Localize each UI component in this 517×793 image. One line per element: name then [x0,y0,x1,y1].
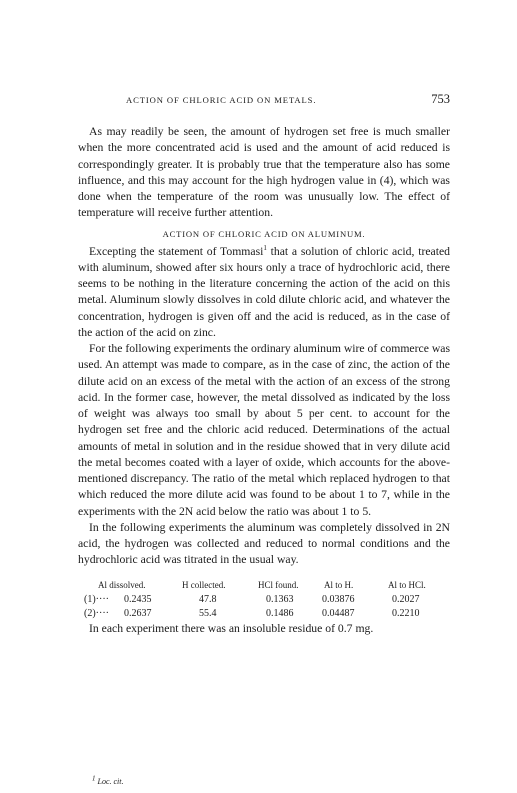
table-cell: 0.2027 [392,593,420,605]
table-header: Al to H. [324,579,354,590]
row-label: (1)···· [84,593,109,605]
footnote [92,774,124,786]
table-header-row [78,579,450,593]
tommasi-text-start: Excepting the statement of Tommasi [89,244,264,258]
table-cell: 0.2637 [124,607,152,619]
table-cell: 0.2210 [392,607,420,619]
footnote-ref: 1 [263,243,267,252]
paragraph-tommasi [78,244,450,342]
table-cell: 0.2435 [124,593,152,605]
table-row [78,593,450,607]
table-cell: 47.8 [199,593,217,605]
paragraph-hydrogen-discussion: As may readily be seen, the amount of hydrogen set free is much smaller when the more concentrated acid is used and the amount of acid reduced is correspondingly greater. It is probably true that the temperature also has some influence, and this may account for the high hydrogen value in (4), which was done when the temperature of the room was unusually low. The effect of temperature will receive further attention. [78,125,450,220]
table-header: H collected. [182,579,226,590]
results-table [78,579,450,621]
row-label: (2)···· [84,607,109,619]
footnote-text: Loc. cit. [97,777,124,786]
section-heading: ACTION OF CHLORIC ACID ON ALUMINUM. [162,228,366,239]
running-title: ACTION OF CHLORIC ACID ON METALS. [126,95,317,105]
tommasi-text-end: that a solution of chloric acid, treated with aluminum, showed after six hours only a trace of hydrochloric acid, there seems to be nothing in the literature concerning the action of the acid on this metal. Aluminum slowly dissolves in cold dilute chloric acid, and whatever the concentration, hydrogen is given off and the acid is reduced, as in the case of the action of the acid on zinc. [78,244,450,339]
table-header: Al to HCl. [388,579,426,590]
table-cell: 55.4 [199,607,217,619]
paragraph-method: In the following experiments the aluminum was completely dissolved in 2N acid, the hydrogen was collected and reduced to normal conditions and the hydrochloric acid was titrated in the usual way. [78,520,450,567]
page-number: 753 [431,92,450,106]
table-cell: 0.1486 [266,607,294,619]
footnote-marker: 1 [92,774,96,783]
table-cell: 0.1363 [266,593,294,605]
table-cell: 0.04487 [322,607,355,619]
table-header: HCl found. [258,579,299,590]
paragraph-experiments: For the following experiments the ordinary aluminum wire of commerce was used. An attempt was made to compare, as in the case of zinc, the action of the dilute acid on an excess of the metal with the action of an excess of the strong acid. In the former case, however, the metal dissolved as indicated by the loss of weight was always too small by about 5 per cent. to account for the hydrogen set free and the chloric acid reduced. Determinations of the actual amounts of metal in solution and in the residue showed that in very dilute acid the metal becomes coated with a layer of oxide, which accounts for the above-mentioned discrepancy. The ratio of the metal which replaced hydrogen to that which reduced the more dilute acid was found to be about 1 to 7, while in the experiments with the 2N acid below the ratio was about 1 to 5. [78,342,450,518]
running-header [78,92,450,112]
table-header: Al dissolved. [98,579,146,590]
paragraph-residue: In each experiment there was an insoluble residue of 0.7 mg. [89,621,374,635]
table-row [78,607,450,621]
table-cell: 0.03876 [322,593,355,605]
article-body [78,124,450,637]
